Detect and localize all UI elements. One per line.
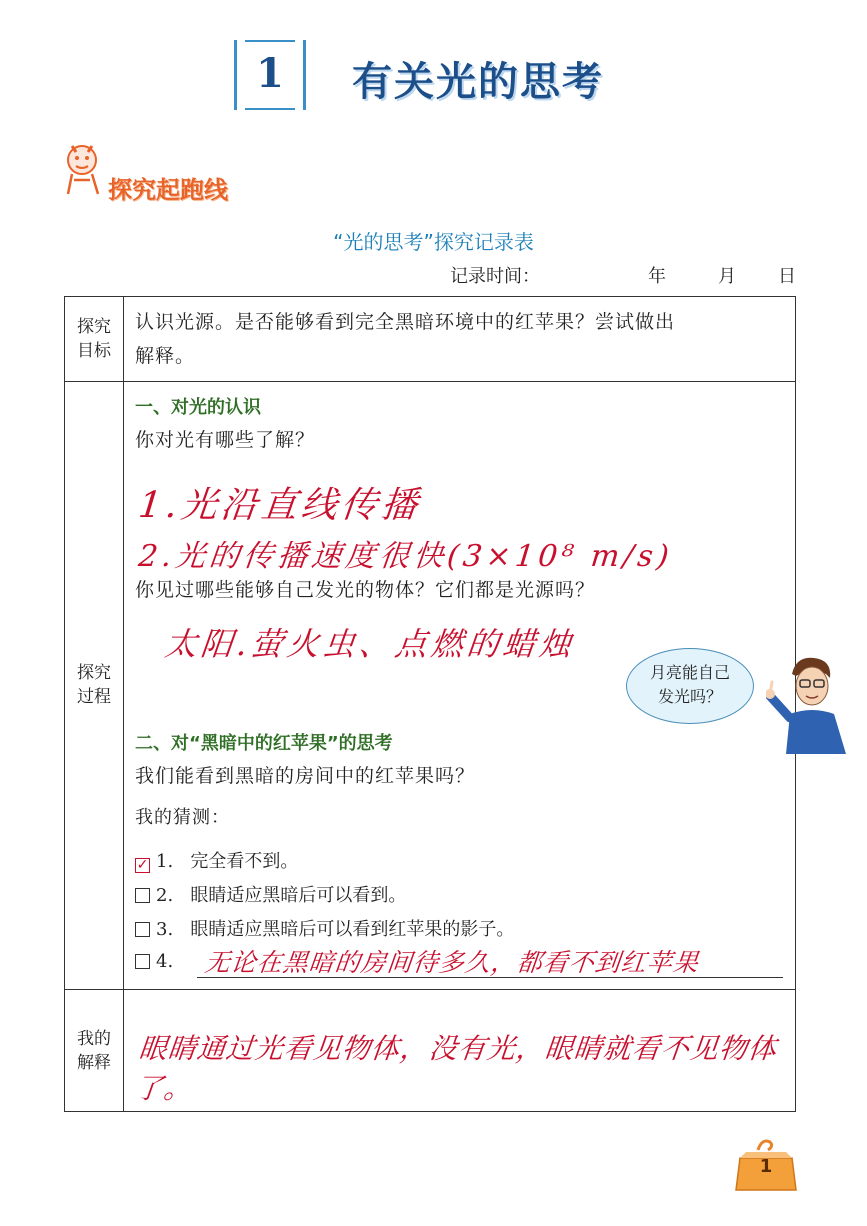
process-label-line2: 过程 [77, 687, 111, 707]
part2-heading [135, 729, 393, 755]
option-3 [135, 915, 514, 941]
option-4-underline [197, 977, 783, 978]
option-1-text: 完全看不到。 [190, 851, 299, 872]
option-4-handwritten-text: 无论在黑暗的房间待多久，都看不到红苹果 [203, 948, 701, 977]
goal-label-line2: 目标 [77, 341, 111, 361]
option-4 [135, 951, 173, 972]
record-time-label: 记录时间： [450, 266, 540, 287]
process-label-line1: 探究 [77, 663, 111, 683]
record-month: 月 [718, 266, 736, 287]
goal-label [65, 315, 123, 363]
question-2: 你见过哪些能够自己发光的物体？它们都是光源吗？ [135, 579, 596, 601]
question-3: 我们能看到黑暗的房间中的红苹果吗？ [135, 765, 476, 787]
option-2-num: 2. [156, 885, 174, 906]
option-3-num: 3. [156, 919, 174, 940]
process-label [65, 661, 123, 709]
explain-label-line2: 解释 [77, 1053, 111, 1073]
option-2-checkbox[interactable] [135, 888, 150, 903]
part2-heading-quoted: “黑暗中的红苹果” [189, 733, 339, 754]
record-year: 年 [648, 266, 666, 287]
part1-heading: 一、对光的认识 [135, 397, 261, 418]
goal-text-line2: 解释。 [135, 345, 196, 367]
explain-label [65, 1027, 123, 1075]
speech-bubble-line2: 发光吗？ [657, 687, 722, 706]
goal-text-line1: 认识光源。是否能够看到完全黑暗环境中的红苹果？尝试做出 [135, 311, 676, 333]
section-label: 探究起跑线 [108, 176, 228, 204]
teacher-illustration [766, 652, 852, 754]
answer-2: 太阳.萤火虫、点燃的蜡烛 [162, 625, 577, 663]
page-number-badge [734, 1136, 798, 1192]
explain-answer: 眼睛通过光看见物体，没有光，眼睛就看不见物体了。 [133, 1032, 779, 1105]
option-2-text: 眼睛适应黑暗后可以看到。 [190, 885, 407, 906]
record-day: 日 [778, 266, 796, 287]
speech-bubble [626, 648, 754, 724]
explain-label-line1: 我的 [77, 1029, 111, 1049]
option-4-num: 4. [156, 951, 174, 972]
mascot-icon [60, 140, 108, 200]
option-4-checkbox[interactable] [135, 954, 150, 969]
question-1: 你对光有哪些了解？ [135, 429, 316, 451]
option-1-checkbox[interactable]: ✓ [136, 857, 149, 873]
goal-label-line1: 探究 [77, 317, 111, 337]
goal-text [135, 305, 785, 373]
option-1 [135, 847, 298, 873]
option-3-checkbox[interactable] [135, 922, 150, 937]
option-2 [135, 881, 406, 907]
part2-heading-pre: 二、对 [135, 733, 189, 754]
chapter-title: 有关光的思考 [352, 59, 604, 105]
table-row-divider [65, 381, 795, 382]
chapter-number-box [234, 40, 306, 110]
guess-label: 我的猜测： [135, 807, 230, 828]
table-title: “光的思考”探究记录表 [333, 230, 534, 254]
page-number: 1 [759, 1156, 773, 1177]
part2-heading-post: 的思考 [338, 733, 393, 754]
option-1-num: 1. [156, 851, 174, 872]
option-3-text: 眼睛适应黑暗后可以看到红苹果的影子。 [190, 919, 515, 940]
table-row-divider [65, 989, 795, 990]
speech-bubble-line1: 月亮能自己 [649, 663, 730, 682]
chapter-number: 1 [256, 50, 284, 97]
answer-1-line2: 2.光的传播速度很快(3×10⁸ m/s) [136, 539, 675, 574]
answer-1-line1: 1.光沿直线传播 [136, 485, 424, 526]
